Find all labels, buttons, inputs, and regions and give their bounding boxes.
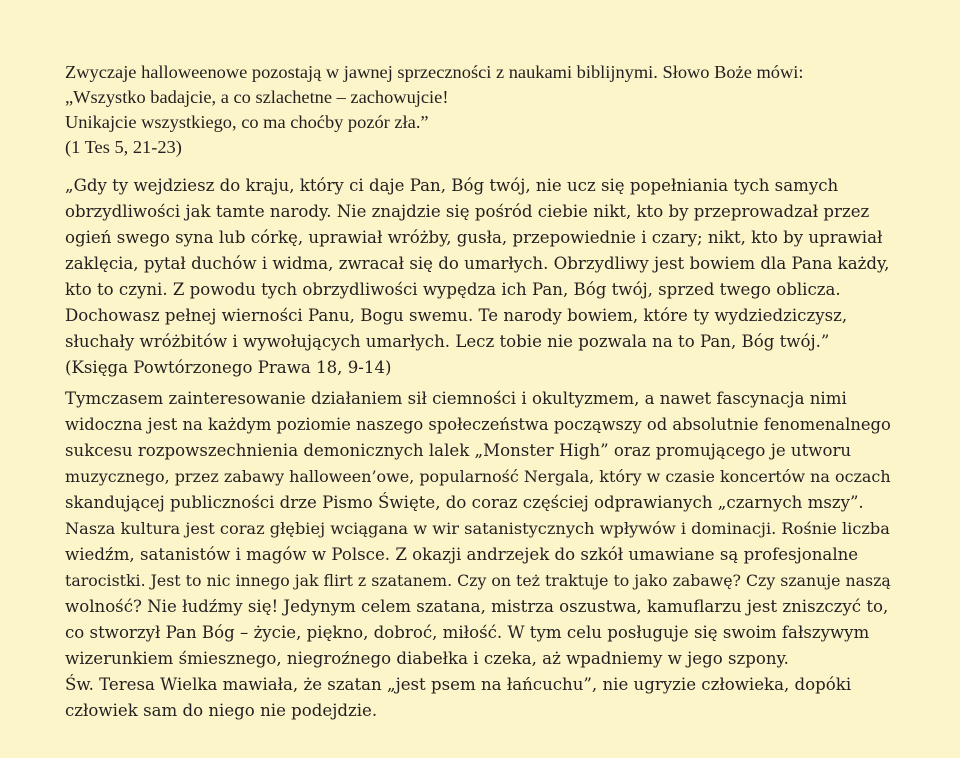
- text-line: zaklęcia, pytał duchów i widma, zwracał się do umarłych. Obrzydliwy jest bowiem dla Pana każdy,: [65, 254, 890, 273]
- text-line: Unikajcie wszystkiego, co ma choćby pozór zła.”: [65, 112, 429, 132]
- text-line: obrzydliwości jak tamte narody. Nie znajdzie się pośród ciebie nikt, kto by przeprowadzał przez: [65, 202, 870, 221]
- text-line: Nasza kultura jest coraz głębiej wciągana w wir satanistycznych wpływów i dominacji. Rośnie liczba: [65, 519, 890, 538]
- bible-quote-deuteronomy: [65, 173, 895, 381]
- text-line: Dochowasz pełnej wierności Panu, Bogu swemu. Te narody bowiem, które ty wydziedziczysz,: [65, 306, 848, 325]
- main-paragraph: [65, 386, 895, 724]
- text-line: Św. Teresa Wielka mawiała, że szatan „jest psem na łańcuchu”, nie ugryzie człowieka, dopóki: [65, 675, 852, 694]
- text-line: sukcesu rozpowszechnienia demonicznych lalek „Monster High” oraz promującego je utworu: [65, 441, 852, 460]
- citation: (Księga Powtórzonego Prawa 18, 9-14): [65, 358, 392, 377]
- text-line: widoczna jest na każdym poziomie naszego społeczeństwa począwszy od absolutnie fenomenalnego: [65, 415, 891, 434]
- text-line: Tymczasem zainteresowanie działaniem sił ciemności i okultyzmem, a nawet fascynacja nimi: [65, 389, 847, 408]
- text-line: kto to czyni. Z powodu tych obrzydliwości wypędza ich Pan, Bóg twój, sprzed twego oblicza.: [65, 280, 841, 299]
- text-line: słuchały wróżbitów i wywołujących umarłych. Lecz tobie nie pozwala na to Pan, Bóg twój.”: [65, 332, 830, 351]
- text-line: Zwyczaje halloweenowe pozostają w jawnej sprzeczności z naukami biblijnymi. Słowo Boże mówi:: [65, 62, 804, 82]
- text-line: „Gdy ty wejdziesz do kraju, który ci daje Pan, Bóg twój, nie ucz się popełniania tych samych: [65, 176, 839, 195]
- text-line: człowiek sam do niego nie podejdzie.: [65, 701, 378, 720]
- text-line: „Wszystko badajcie, a co szlachetne – zachowujcie!: [65, 87, 449, 107]
- text-line: co stworzył Pan Bóg – życie, piękno, dobroć, miłość. W tym celu posługuje się swoim fałszywym: [65, 623, 870, 642]
- text-line: wolność? Nie łudźmy się! Jedynym celem szatana, mistrza oszustwa, kamuflarzu jest zniszczyć to,: [65, 597, 889, 616]
- text-line: wizerunkiem śmiesznego, niegroźnego diabełka i czeka, aż wpadniemy w jego szpony.: [65, 649, 789, 668]
- citation: (1 Tes 5, 21-23): [65, 137, 182, 157]
- text-line: ogień swego syna lub córkę, uprawiał wróżby, gusła, przepowiednie i czary; nikt, kto by uprawiał: [65, 228, 883, 247]
- text-line: muzycznego, przez zabawy halloween’owe, popularność Nergala, który w czasie koncertów na oczach: [65, 467, 891, 486]
- bible-quote-thessalonians: [65, 60, 895, 160]
- text-line: wiedźm, satanistów i magów w Polsce. Z okazji andrzejek do szkół umawiane są profesjonalne: [65, 545, 859, 564]
- text-line: skandującej publiczności drze Pismo Święte, do coraz częściej odprawianych „czarnych mszy”.: [65, 493, 864, 512]
- text-line: tarocistki. Jest to nic innego jak flirt z szatanem. Czy on też traktuje to jako zabawę? Czy szanuje naszą: [65, 571, 891, 590]
